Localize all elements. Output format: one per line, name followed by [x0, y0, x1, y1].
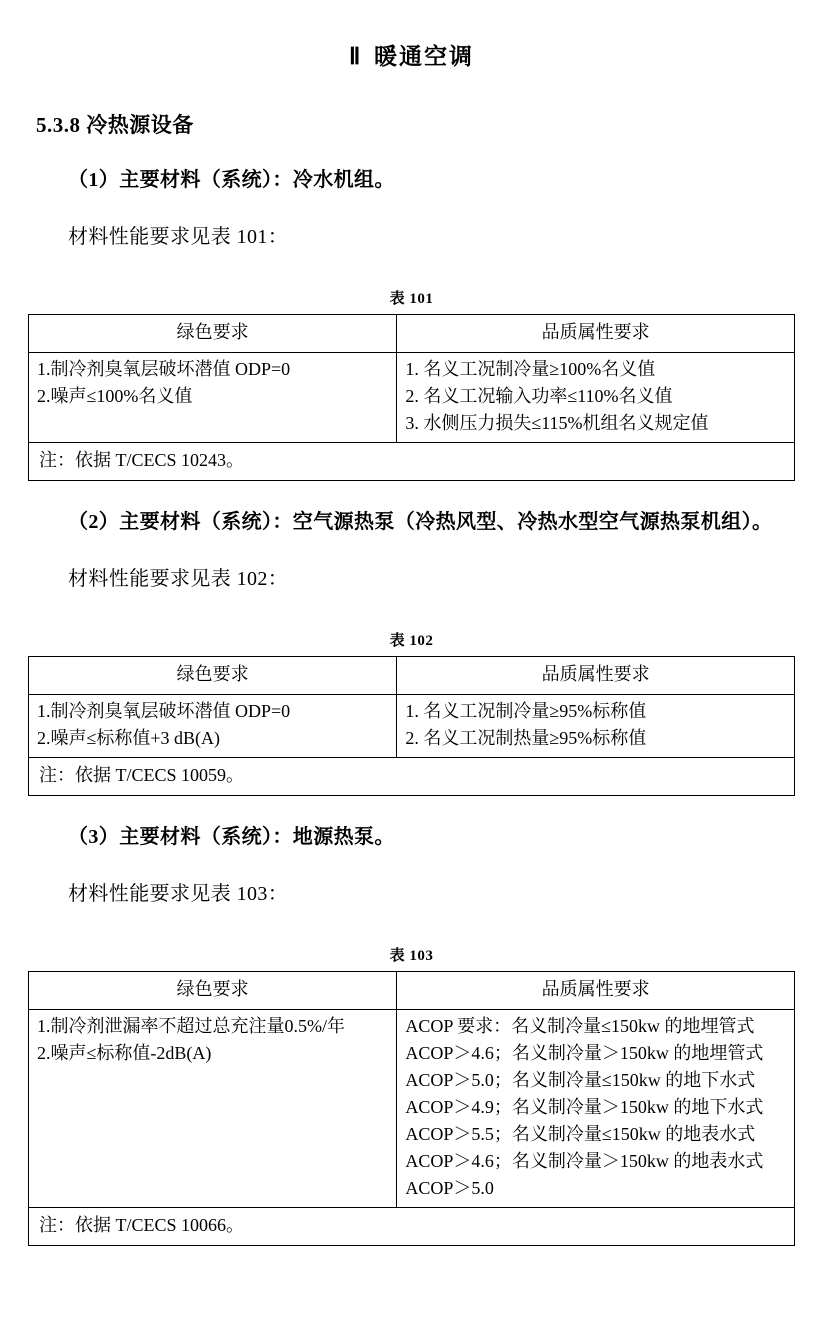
column-header-green-requirement: 绿色要求 [29, 315, 397, 353]
attribute-line: ACOP 要求：名义制冷量≤150kw 的地埋管式 ACOP＞4.6；名义制冷量＞150kw 的地埋管式 ACOP＞5.0；名义制冷量≤150kw 的地下水式 ACOP＞4.9；名义制冷量＞150kw 的地下水式 ACOP＞5.5；名义制冷量≤150kw 的地表水式 ACOP＞4.6；名义制冷量＞150kw 的地表水式 ACOP＞5.0 [405, 1016, 768, 1198]
requirement-line: 2.噪声≤标称值+3 dB(A) [37, 728, 221, 748]
spec-table-3 [28, 971, 795, 1246]
section-heading: 5.3.8 冷热源设备 [36, 113, 194, 137]
spec-table-1 [28, 314, 795, 481]
column-header-quality-attribute: 品质属性要求 [397, 657, 795, 695]
table-note: 注：依据 T/CECS 10066。 [29, 1208, 795, 1246]
column-header-green-requirement: 绿色要求 [29, 972, 397, 1010]
cell-green-requirement [29, 1010, 397, 1208]
requirement-line: 1.制冷剂臭氧层破坏潜值 ODP=0 [37, 701, 291, 721]
item-label-3: （3）主要材料（系统）：地源热泵。 [68, 826, 395, 848]
table-note-row [29, 443, 795, 481]
table-caption-1: 表 101 [389, 291, 434, 307]
table-reference-1: 材料性能要求见表 101： [68, 226, 289, 248]
column-header-quality-attribute: 品质属性要求 [397, 315, 795, 353]
requirement-line: 2.噪声≤标称值-2dB(A) [37, 1043, 212, 1063]
table-note: 注：依据 T/CECS 10243。 [29, 443, 795, 481]
attribute-line: 1. 名义工况制冷量≥95%标称值 [405, 701, 647, 721]
requirement-line: 1.制冷剂臭氧层破坏潜值 ODP=0 [37, 359, 291, 379]
attribute-line: 2. 名义工况输入功率≤110%名义值 [405, 386, 673, 406]
cell-green-requirement [29, 353, 397, 443]
attribute-line: 3. 水侧压力损失≤115%机组名义规定值 [405, 413, 709, 433]
table-row [29, 1010, 795, 1208]
item-label-1: （1）主要材料（系统）：冷水机组。 [68, 169, 395, 191]
spec-table-2 [28, 656, 795, 796]
cell-quality-attribute [397, 1010, 795, 1208]
table-reference-3: 材料性能要求见表 103： [68, 883, 289, 905]
table-header-row [29, 972, 795, 1010]
table-header-row [29, 657, 795, 695]
table-note-row [29, 758, 795, 796]
requirement-line: 1.制冷剂泄漏率不超过总充注量0.5%/年 [37, 1016, 345, 1036]
attribute-line: 2. 名义工况制热量≥95%标称值 [405, 728, 647, 748]
page-title-text: 暖通空调 [374, 44, 475, 69]
table-note-row [29, 1208, 795, 1246]
requirement-line: 2.噪声≤100%名义值 [37, 386, 193, 406]
item-label-2: （2）主要材料（系统）：空气源热泵（冷热风型、冷热水型空气源热泵机组）。 [68, 511, 773, 533]
attribute-line: 1. 名义工况制冷量≥100%名义值 [405, 359, 656, 379]
cell-green-requirement [29, 695, 397, 758]
column-header-green-requirement: 绿色要求 [29, 657, 397, 695]
table-row [29, 695, 795, 758]
table-caption-3: 表 103 [389, 948, 434, 964]
table-caption-2: 表 102 [389, 633, 434, 649]
cell-quality-attribute [397, 353, 795, 443]
table-reference-2: 材料性能要求见表 102： [68, 568, 289, 590]
column-header-quality-attribute: 品质属性要求 [397, 972, 795, 1010]
table-row [29, 353, 795, 443]
page-title-numeral: Ⅱ [348, 44, 367, 69]
page-title [28, 38, 795, 71]
table-note: 注：依据 T/CECS 10059。 [29, 758, 795, 796]
cell-quality-attribute [397, 695, 795, 758]
table-header-row [29, 315, 795, 353]
